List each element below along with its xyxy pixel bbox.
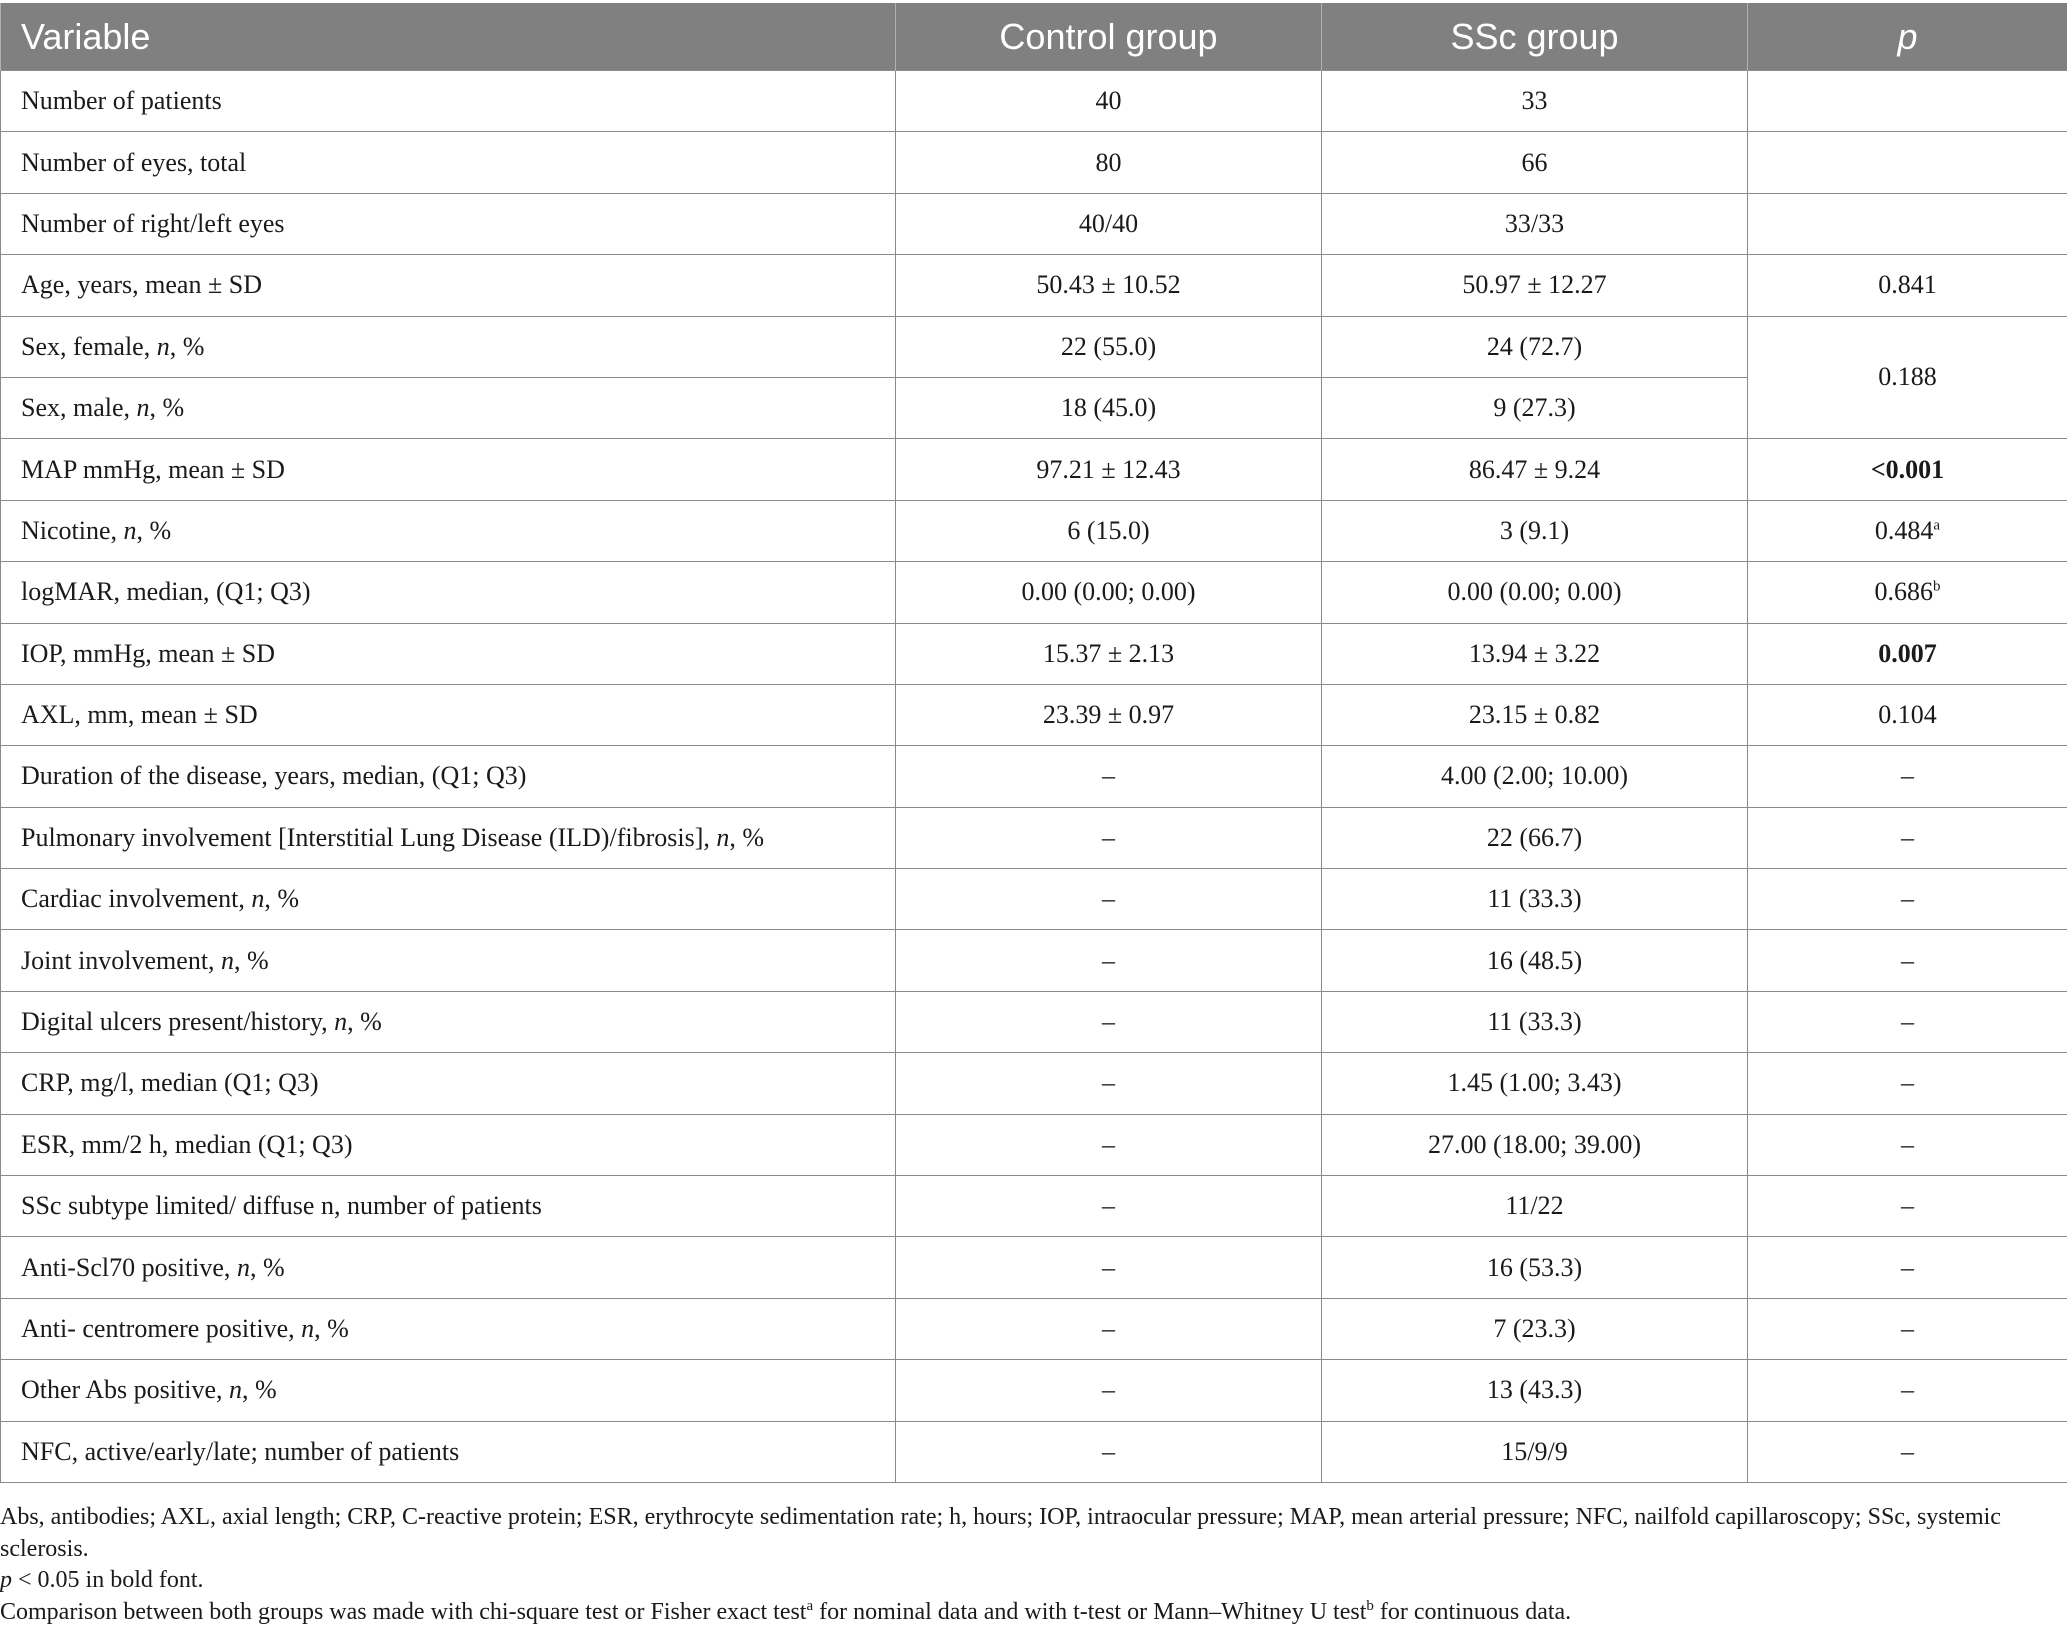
footnote-bold-note-p: p xyxy=(0,1567,12,1593)
cell-control-group: 18 (45.0) xyxy=(896,377,1322,438)
variable-label: CRP, mg/l, median (Q1; Q3) xyxy=(21,1068,319,1098)
header-p-value: p xyxy=(1748,3,2067,71)
cell-ssc-group: 50.97 ± 12.27 xyxy=(1322,255,1748,316)
variable-label: Nicotine, xyxy=(21,515,124,545)
variable-label-suffix: , % xyxy=(347,1007,382,1037)
cell-ssc-group: 22 (66.7) xyxy=(1322,807,1748,868)
footnote-abbreviations xyxy=(0,1502,2040,1565)
cell-variable xyxy=(1,562,896,623)
variable-label: Digital ulcers present/history, xyxy=(21,1007,335,1037)
footnote-comparison-text-3: for continuous data. xyxy=(1373,1598,1572,1625)
cell-p-value xyxy=(1748,439,2067,500)
variable-label-suffix: , % xyxy=(314,1314,349,1343)
variable-label: Other Abs positive, xyxy=(21,1375,229,1405)
cell-variable xyxy=(1,1053,896,1114)
table-row xyxy=(1,991,2067,1052)
cell-control-group: 15.37 ± 2.13 xyxy=(896,623,1322,684)
cell-control-group: – xyxy=(896,807,1322,868)
cell-p-value xyxy=(1748,930,2067,991)
variable-label: NFC, active/early/late; number of patients xyxy=(21,1436,460,1466)
p-value-text: – xyxy=(1901,1129,1914,1159)
table-row xyxy=(1,439,2067,500)
variable-label: Number of eyes, total xyxy=(21,147,247,177)
cell-control-group: 40/40 xyxy=(896,193,1322,254)
header-ssc-group: SSc group xyxy=(1322,3,1748,71)
variable-label: SSc subtype limited/ diffuse n, number of patients xyxy=(21,1191,542,1221)
cell-ssc-group: 7 (23.3) xyxy=(1322,1298,1748,1359)
variable-label: Sex, male, xyxy=(21,393,137,423)
cell-variable xyxy=(1,193,896,254)
cell-p-value xyxy=(1748,684,2067,745)
p-value-superscript: b xyxy=(1933,578,1941,595)
cell-control-group: 50.43 ± 10.52 xyxy=(896,255,1322,316)
p-value-text: – xyxy=(1901,1068,1914,1098)
variable-label-suffix: , % xyxy=(169,331,205,361)
variable-label-suffix: , % xyxy=(136,515,172,545)
cell-ssc-group: 11 (33.3) xyxy=(1322,869,1748,930)
variable-label-suffix: , % xyxy=(729,822,765,852)
p-value-text: – xyxy=(1901,1436,1914,1466)
footnote-sup-b: b xyxy=(1366,1597,1374,1614)
cell-variable xyxy=(1,807,896,868)
cell-variable xyxy=(1,930,896,991)
variable-label-italic: n xyxy=(334,1007,348,1037)
cell-ssc-group: 66 xyxy=(1322,132,1748,193)
cell-p-value xyxy=(1748,1114,2067,1175)
table-row xyxy=(1,1053,2067,1114)
table-row xyxy=(1,1421,2067,1482)
cell-p-value xyxy=(1748,1298,2067,1359)
cell-control-group: 97.21 ± 12.43 xyxy=(896,439,1322,500)
p-value-text: 0.188 xyxy=(1878,362,1937,392)
cell-ssc-group: 4.00 (2.00; 10.00) xyxy=(1322,746,1748,807)
cell-control-group: – xyxy=(896,1053,1322,1114)
p-value-text: – xyxy=(1901,1314,1914,1343)
variable-label-italic: n xyxy=(251,884,265,914)
cell-p-value xyxy=(1748,316,2067,439)
variable-label: Joint involvement, xyxy=(21,945,222,975)
cell-control-group: – xyxy=(896,1114,1322,1175)
variable-label: ESR, mm/2 h, median (Q1; Q3) xyxy=(21,1129,353,1159)
p-value-text: 0.686 xyxy=(1874,577,1933,607)
cell-p-value xyxy=(1748,193,2067,254)
cell-ssc-group: 33 xyxy=(1322,71,1748,132)
cell-ssc-group: 27.00 (18.00; 39.00) xyxy=(1322,1114,1748,1175)
cell-control-group: – xyxy=(896,746,1322,807)
cell-variable xyxy=(1,71,896,132)
variable-label: Sex, female, xyxy=(21,331,157,361)
cell-ssc-group: 13.94 ± 3.22 xyxy=(1322,623,1748,684)
cell-variable xyxy=(1,377,896,438)
table-row xyxy=(1,316,2067,377)
variable-label: Number of right/left eyes xyxy=(21,208,285,238)
cell-variable xyxy=(1,255,896,316)
cell-control-group: – xyxy=(896,1237,1322,1298)
cell-variable xyxy=(1,1421,896,1482)
variable-label: MAP mmHg, mean ± SD xyxy=(21,454,285,484)
cell-ssc-group: 15/9/9 xyxy=(1322,1421,1748,1482)
header-variable: Variable xyxy=(1,3,896,71)
cell-p-value xyxy=(1748,1360,2067,1421)
cell-variable xyxy=(1,1298,896,1359)
table-row xyxy=(1,869,2067,930)
table-row xyxy=(1,1237,2067,1298)
cell-variable xyxy=(1,1176,896,1237)
variable-label-suffix: , % xyxy=(149,393,185,423)
cell-ssc-group: 16 (53.3) xyxy=(1322,1237,1748,1298)
variable-label-suffix: , % xyxy=(249,1252,285,1282)
cell-p-value xyxy=(1748,500,2067,561)
cell-ssc-group: 13 (43.3) xyxy=(1322,1360,1748,1421)
table-row xyxy=(1,807,2067,868)
variable-label: Cardiac involvement, xyxy=(21,884,252,914)
cell-control-group: – xyxy=(896,1360,1322,1421)
table-footnotes xyxy=(0,1502,2040,1628)
variable-label: Pulmonary involvement [Interstitial Lung Disease (ILD)/fibrosis], xyxy=(21,822,717,852)
table-row xyxy=(1,930,2067,991)
footnote-comparison-text-1: Comparison between both groups was made with chi-square test or Fisher exact test xyxy=(0,1598,807,1625)
p-value-text: 0.484 xyxy=(1874,515,1934,545)
variable-label-suffix: , % xyxy=(242,1375,277,1405)
variable-label: Duration of the disease, years, median, (Q1; Q3) xyxy=(21,761,527,791)
variable-label: AXL, mm, mean ± SD xyxy=(21,700,258,730)
p-value-text: – xyxy=(1901,1252,1914,1282)
variable-label-italic: n xyxy=(136,393,150,423)
p-value-text: – xyxy=(1901,1191,1914,1221)
cell-control-group: – xyxy=(896,869,1322,930)
variable-label-italic: n xyxy=(301,1314,315,1343)
cell-p-value xyxy=(1748,869,2067,930)
cell-control-group: 80 xyxy=(896,132,1322,193)
cell-p-value xyxy=(1748,807,2067,868)
cell-ssc-group: 11 (33.3) xyxy=(1322,991,1748,1052)
header-control-group: Control group xyxy=(896,3,1322,71)
cell-p-value xyxy=(1748,71,2067,132)
p-value-text: <0.001 xyxy=(1870,454,1945,484)
table-row xyxy=(1,1360,2067,1421)
table-row xyxy=(1,623,2067,684)
variable-label: logMAR, median, (Q1; Q3) xyxy=(21,577,311,607)
variable-label: Anti- centromere positive, xyxy=(21,1314,302,1343)
table-row xyxy=(1,193,2067,254)
cell-p-value xyxy=(1748,132,2067,193)
footnote-sup-a: a xyxy=(806,1597,814,1614)
p-value-text: – xyxy=(1901,761,1914,791)
cell-ssc-group: 11/22 xyxy=(1322,1176,1748,1237)
variable-label: Anti-Scl70 positive, xyxy=(21,1252,237,1282)
cell-ssc-group: 9 (27.3) xyxy=(1322,377,1748,438)
variable-label-italic: n xyxy=(156,331,170,361)
variable-label: Age, years, mean ± SD xyxy=(21,270,262,300)
variable-label-italic: n xyxy=(716,822,730,852)
cell-p-value xyxy=(1748,623,2067,684)
cell-variable xyxy=(1,684,896,745)
cell-variable xyxy=(1,746,896,807)
cell-ssc-group: 24 (72.7) xyxy=(1322,316,1748,377)
table-row xyxy=(1,1298,2067,1359)
variable-label-suffix: , % xyxy=(234,945,269,975)
footnote-comparison xyxy=(0,1597,2040,1629)
cell-p-value xyxy=(1748,1237,2067,1298)
table-container xyxy=(0,3,2067,1483)
p-value-superscript: a xyxy=(1933,517,1941,534)
cell-variable xyxy=(1,1237,896,1298)
cell-control-group: – xyxy=(896,991,1322,1052)
cell-ssc-group: 23.15 ± 0.82 xyxy=(1322,684,1748,745)
variable-label-italic: n xyxy=(123,515,137,545)
cell-variable xyxy=(1,869,896,930)
table-row xyxy=(1,1176,2067,1237)
table-row xyxy=(1,684,2067,745)
cell-variable xyxy=(1,316,896,377)
p-value-text: – xyxy=(1901,884,1914,914)
footnote-abbreviations-text: Abs, antibodies; AXL, axial length; CRP, C-reactive protein; ESR, erythrocyte sedimentation rate; h, hours; IOP, intraocular pressure; MAP, mean arterial pressure; NFC, nailfold capillaroscopy; SSc, systemic sclerosis. xyxy=(0,1504,2001,1562)
variable-label-italic: n xyxy=(221,945,235,975)
cell-control-group: – xyxy=(896,1298,1322,1359)
cell-control-group: – xyxy=(896,930,1322,991)
cell-control-group: 22 (55.0) xyxy=(896,316,1322,377)
table-row xyxy=(1,746,2067,807)
footnote-bold-note xyxy=(0,1565,2040,1597)
table-row xyxy=(1,562,2067,623)
cell-variable xyxy=(1,1360,896,1421)
table-row xyxy=(1,1114,2067,1175)
cell-ssc-group: 86.47 ± 9.24 xyxy=(1322,439,1748,500)
cell-ssc-group: 3 (9.1) xyxy=(1322,500,1748,561)
characteristics-table xyxy=(0,3,2067,1483)
cell-p-value xyxy=(1748,991,2067,1052)
table-header xyxy=(1,3,2067,71)
cell-p-value xyxy=(1748,1053,2067,1114)
cell-ssc-group: 33/33 xyxy=(1322,193,1748,254)
footnote-bold-note-text: < 0.05 in bold font. xyxy=(12,1567,204,1593)
cell-ssc-group: 0.00 (0.00; 0.00) xyxy=(1322,562,1748,623)
table-row xyxy=(1,132,2067,193)
variable-label-suffix: , % xyxy=(264,884,299,914)
p-value-text: – xyxy=(1901,822,1914,852)
p-value-text: – xyxy=(1901,945,1914,975)
footnote-comparison-text-2: for nominal data and with t-test or Mann–Whitney U test xyxy=(813,1598,1367,1625)
cell-variable xyxy=(1,991,896,1052)
cell-control-group: 0.00 (0.00; 0.00) xyxy=(896,562,1322,623)
cell-ssc-group: 1.45 (1.00; 3.43) xyxy=(1322,1053,1748,1114)
cell-control-group: 40 xyxy=(896,71,1322,132)
variable-label: IOP, mmHg, mean ± SD xyxy=(21,638,276,668)
p-value-text: 0.104 xyxy=(1878,700,1937,730)
table-row xyxy=(1,500,2067,561)
variable-label-italic: n xyxy=(229,1375,242,1405)
cell-control-group: – xyxy=(896,1421,1322,1482)
p-value-text: 0.007 xyxy=(1878,638,1937,668)
cell-p-value xyxy=(1748,1421,2067,1482)
cell-control-group: 23.39 ± 0.97 xyxy=(896,684,1322,745)
table-body xyxy=(1,71,2067,1483)
variable-label: Number of patients xyxy=(21,86,222,116)
cell-control-group: 6 (15.0) xyxy=(896,500,1322,561)
cell-p-value xyxy=(1748,1176,2067,1237)
cell-p-value xyxy=(1748,562,2067,623)
cell-control-group: – xyxy=(896,1176,1322,1237)
header-row xyxy=(1,3,2067,71)
cell-ssc-group: 16 (48.5) xyxy=(1322,930,1748,991)
p-value-text: 0.841 xyxy=(1878,270,1937,300)
cell-p-value xyxy=(1748,746,2067,807)
p-value-text: – xyxy=(1901,1375,1914,1405)
cell-variable xyxy=(1,500,896,561)
cell-variable xyxy=(1,1114,896,1175)
cell-variable xyxy=(1,132,896,193)
cell-p-value xyxy=(1748,255,2067,316)
cell-variable xyxy=(1,439,896,500)
variable-label-italic: n xyxy=(236,1252,250,1282)
table-row xyxy=(1,255,2067,316)
table-row xyxy=(1,71,2067,132)
p-value-text: – xyxy=(1901,1007,1914,1037)
cell-variable xyxy=(1,623,896,684)
